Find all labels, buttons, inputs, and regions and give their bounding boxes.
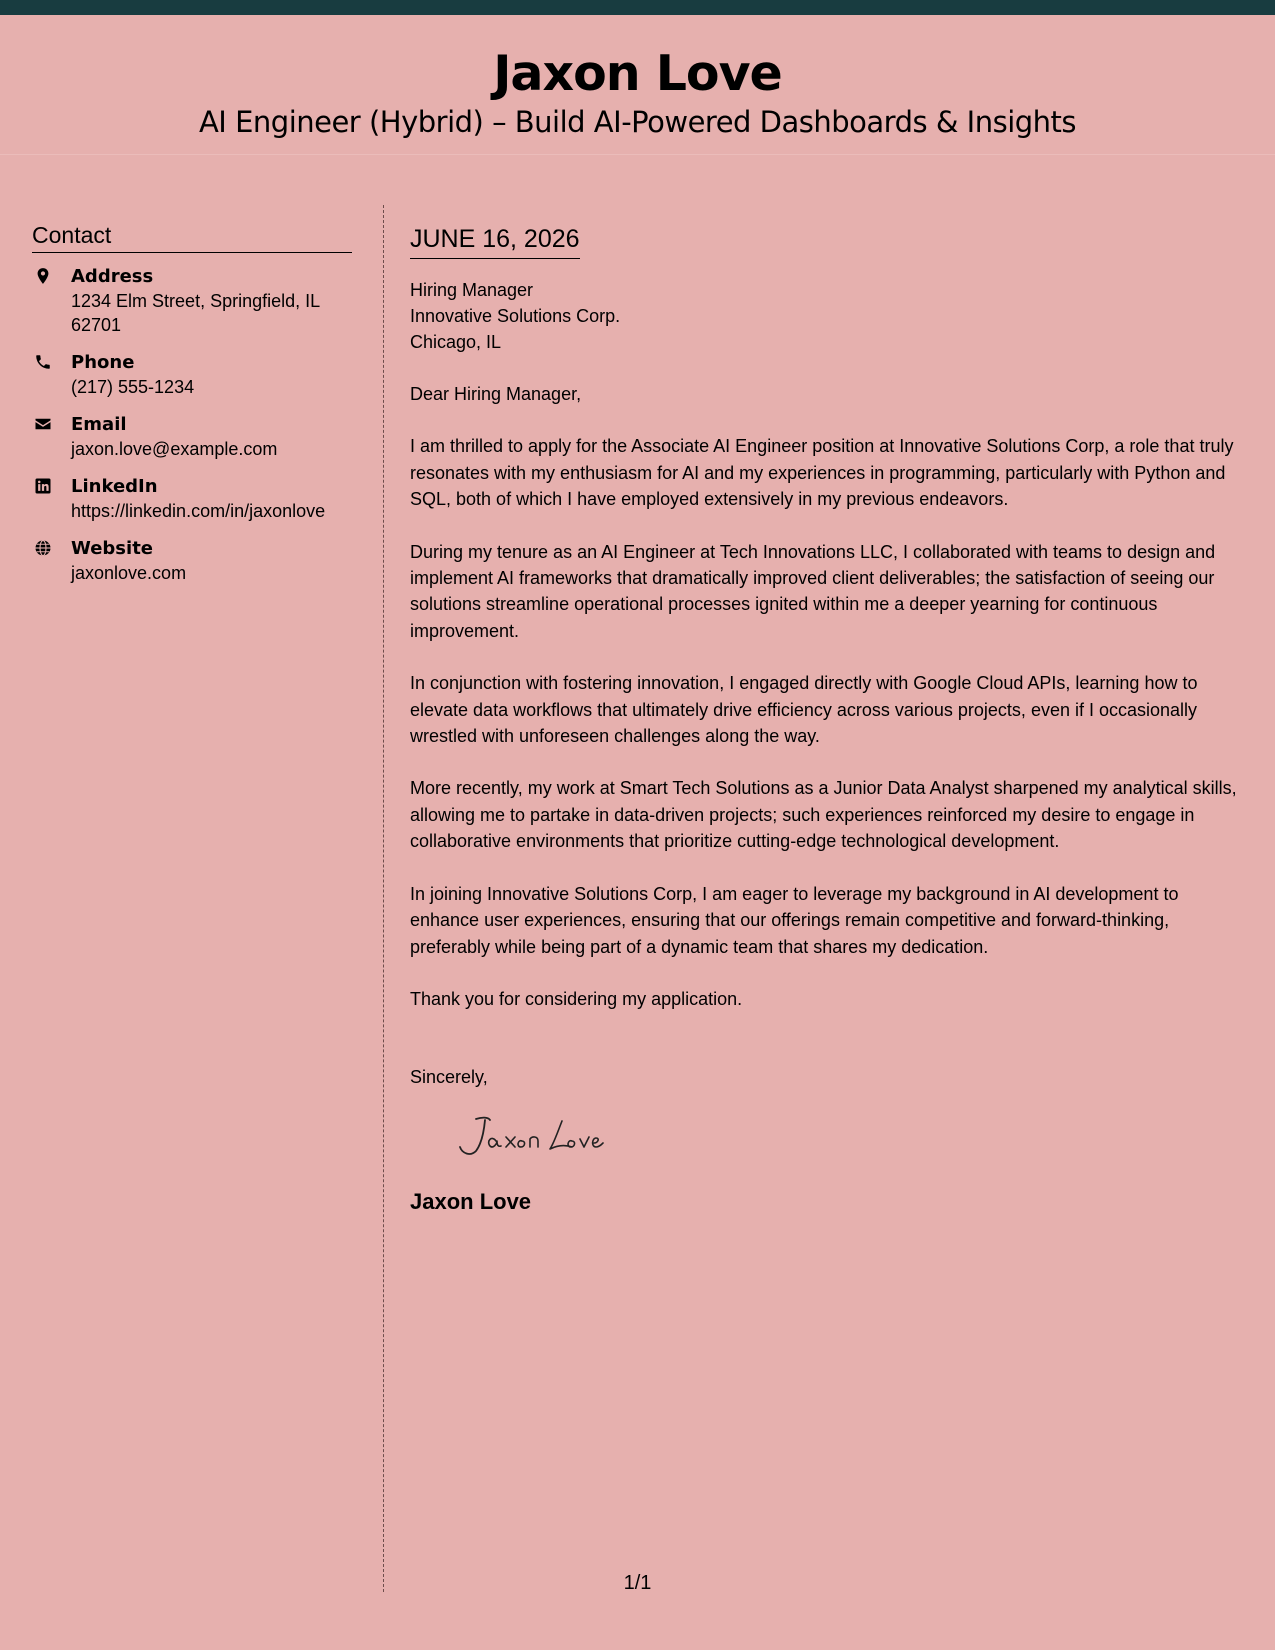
signed-name: Jaxon Love — [410, 1189, 532, 1215]
contact-label: Address — [71, 266, 154, 287]
website-value: jaxonlove.com — [71, 563, 187, 583]
contact-item-phone — [32, 351, 352, 399]
contact-item-email — [32, 413, 352, 461]
recipient-block — [410, 277, 1250, 355]
recipient-location: Chicago, IL — [410, 332, 502, 352]
email-value: jaxon.love@example.com — [71, 439, 278, 459]
contact-label: LinkedIn — [71, 476, 158, 497]
header — [0, 15, 1275, 155]
applicant-name: Jaxon Love — [493, 45, 782, 102]
map-pin-icon — [34, 267, 52, 285]
contact-item-address — [32, 265, 352, 337]
contact-heading: Contact — [32, 220, 352, 253]
closing: Sincerely, — [410, 1067, 488, 1088]
recipient-company: Innovative Solutions Corp. — [410, 306, 621, 326]
letter-paragraph: More recently, my work at Smart Tech Solutions as a Junior Data Analyst sharpened my analytical skills, allowing me to partake in data-driven projects; such experiences reinforced my desire to engage in collaborative environments that prioritize cutting-edge technological development. — [410, 778, 1237, 852]
letter-date: JUNE 16, 2026 — [410, 222, 580, 259]
letter-paragraph: During my tenure as an AI Engineer at Tech Innovations LLC, I collaborated with teams to design and implement AI frameworks that dramatically improved client deliverables; the satisfaction of seeing our solutions streamline operational processes ignited within me a deeper yearning for continuous improvement. — [410, 541, 1216, 641]
page-number: 1/1 — [623, 1572, 652, 1594]
contact-label: Website — [71, 538, 154, 559]
handwritten-signature — [454, 1111, 634, 1161]
contact-item-website — [32, 537, 352, 585]
recipient-title: Hiring Manager — [410, 280, 534, 300]
letter-paragraph: Thank you for considering my application. — [410, 988, 743, 1009]
contact-label: Email — [71, 414, 127, 435]
letter-paragraph: I am thrilled to apply for the Associate AI Engineer position at Innovative Solutions Corp, a role that truly resonates with my enthusiasm for AI and my experiences in programming, particularly with Python and SQL, both of which I have employed extensively in my previous endeavors. — [410, 436, 1234, 510]
address-value: 1234 Elm Street, Springfield, IL 62701 — [71, 291, 320, 335]
linkedin-value: https://linkedin.com/in/jaxonlove — [71, 501, 326, 521]
globe-icon — [34, 539, 52, 557]
letter-body — [410, 222, 1250, 1216]
phone-value: (217) 555-1234 — [71, 377, 195, 397]
letter-paragraph: In conjunction with fostering innovation, I engaged directly with Google Cloud APIs, learning how to elevate data workflows that ultimately drive efficiency across various projects, even if I occasionally wrestled with unforeseen challenges along the way. — [410, 673, 1198, 747]
contact-label: Phone — [71, 352, 135, 373]
job-headline: AI Engineer (Hybrid) – Build AI-Powered Dashboards & Insights — [198, 105, 1077, 139]
linkedin-icon — [34, 477, 52, 495]
column-divider — [383, 205, 384, 1592]
contact-sidebar — [32, 220, 352, 599]
salutation: Dear Hiring Manager, — [410, 384, 582, 404]
contact-item-linkedin — [32, 475, 352, 523]
phone-icon — [34, 353, 52, 371]
envelope-icon — [34, 415, 52, 433]
letter-paragraph: In joining Innovative Solutions Corp, I am eager to leverage my background in AI development to enhance user experiences, ensuring that our offerings remain competitive and forward-thinking, preferably while being part of a dynamic team that shares my dedication. — [410, 883, 1179, 957]
top-accent-bar — [0, 0, 1275, 15]
